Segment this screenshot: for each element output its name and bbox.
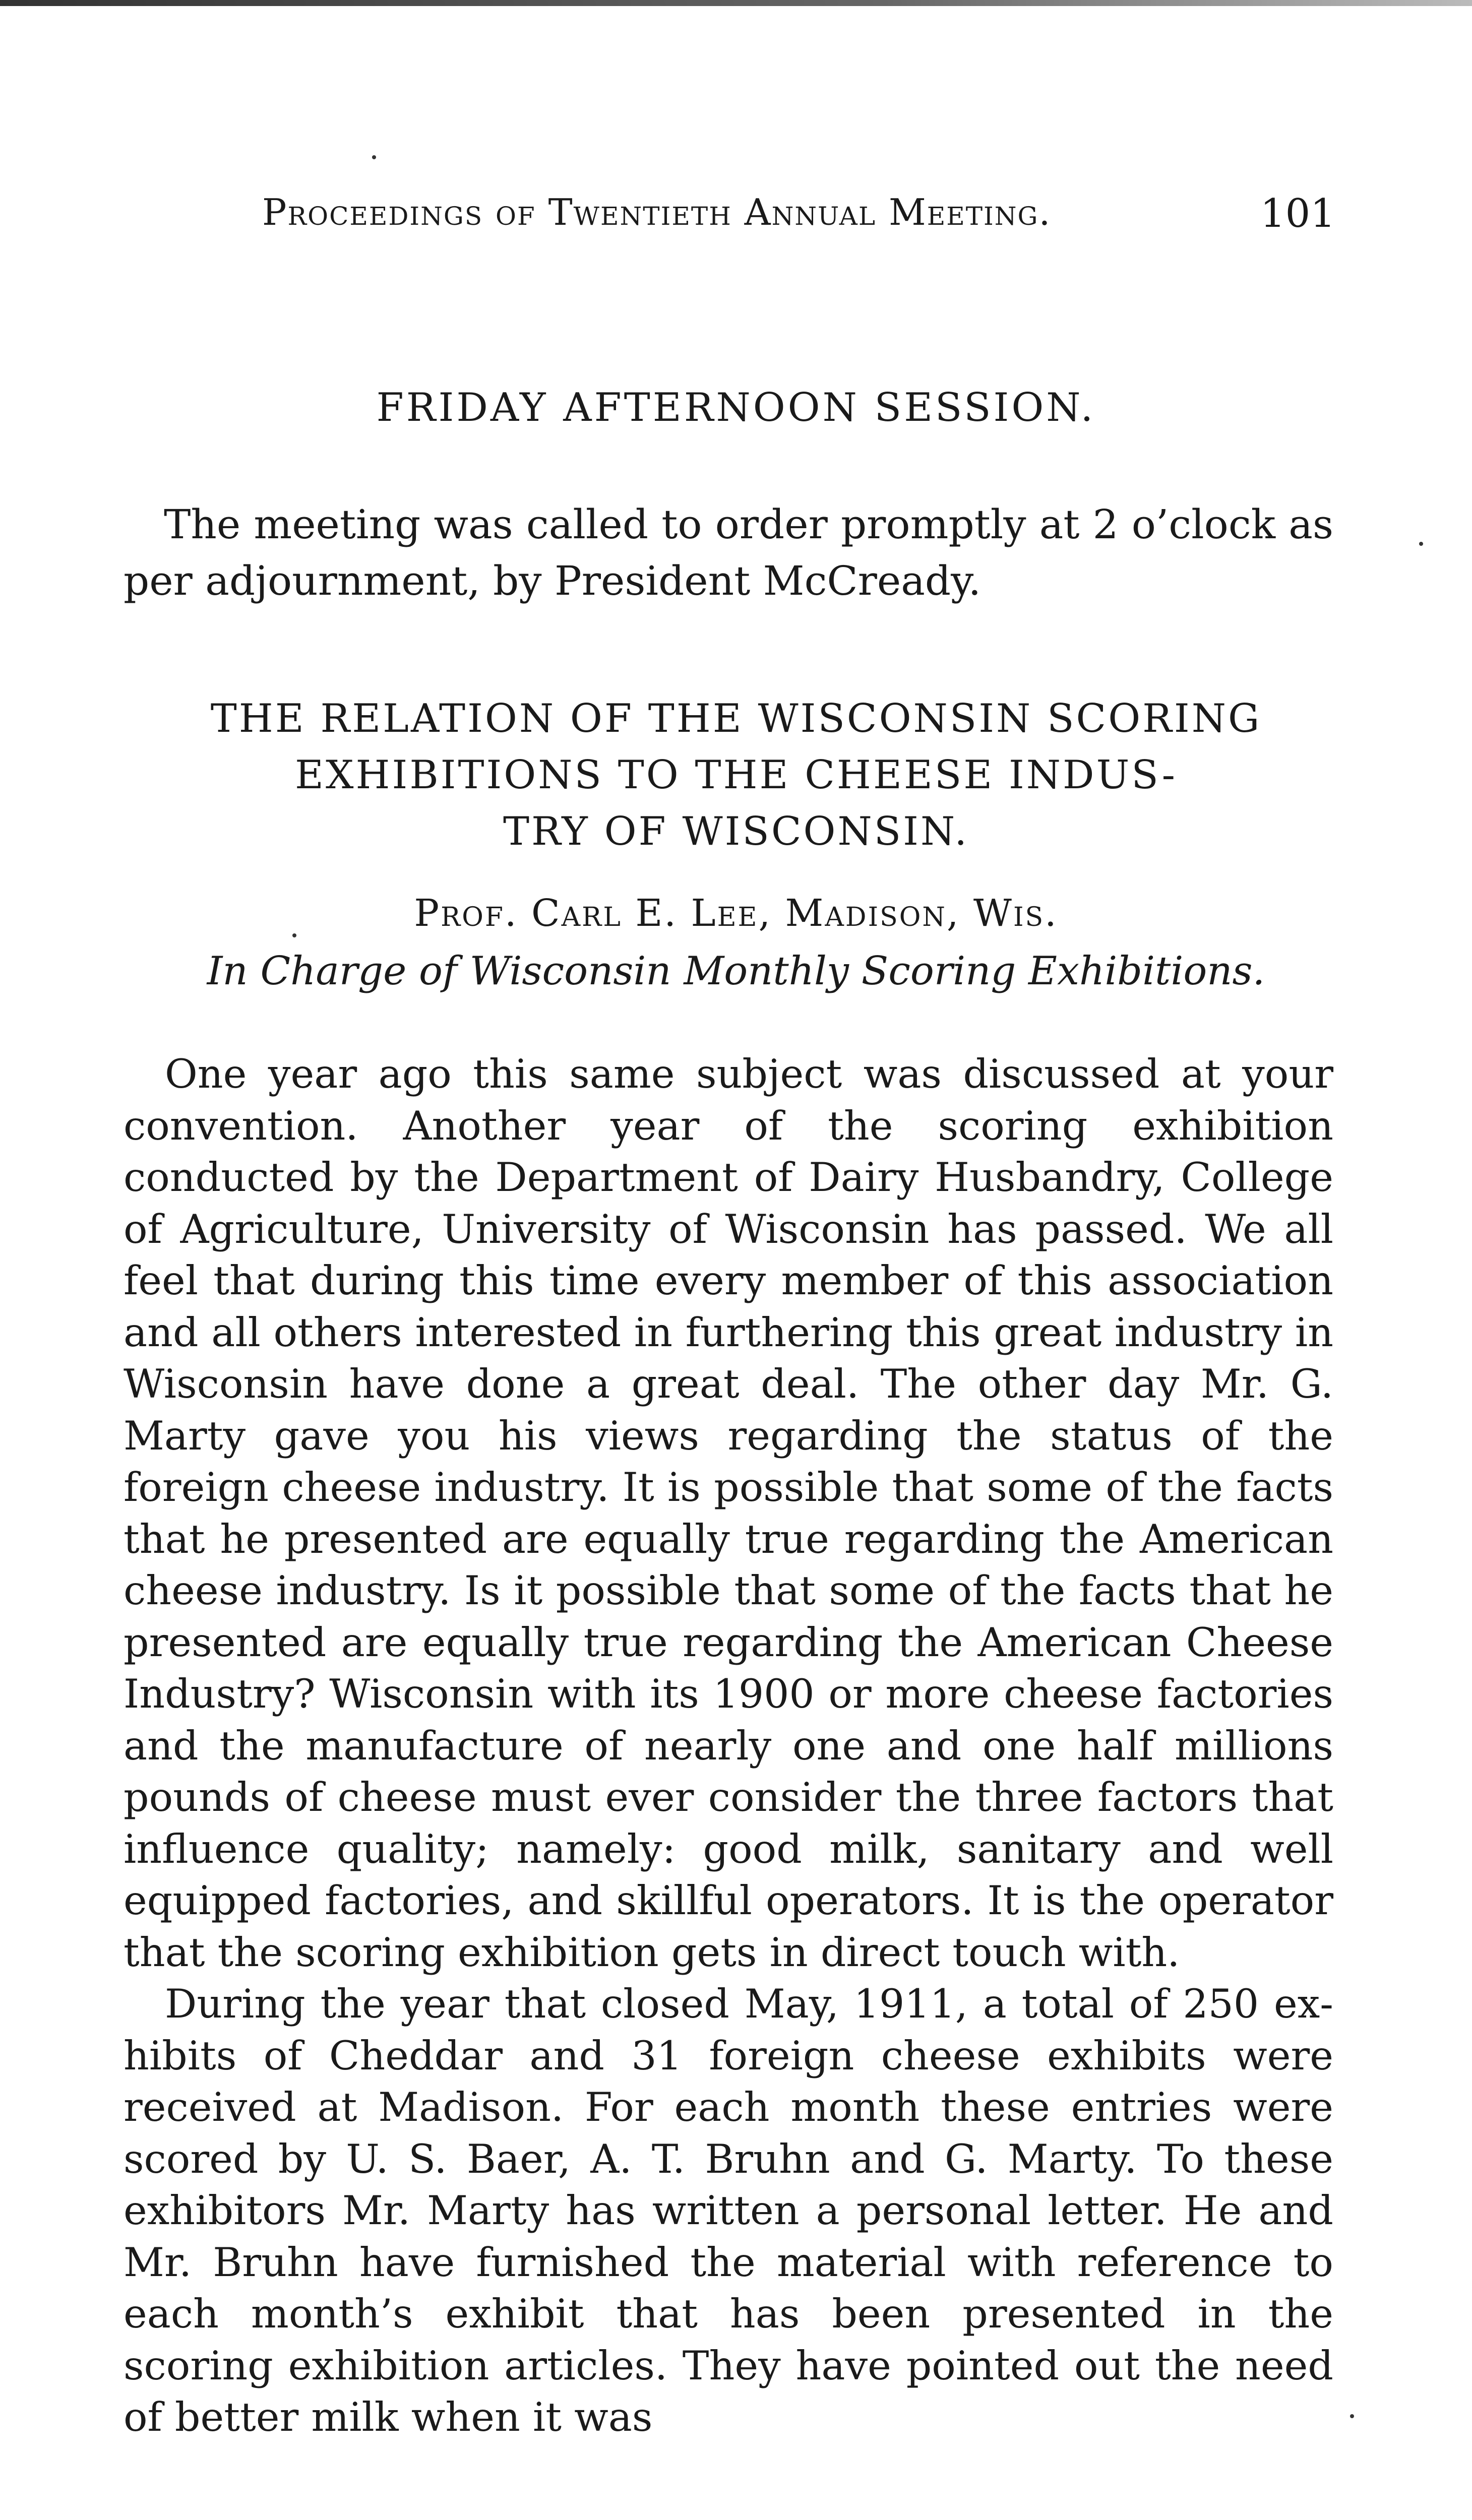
article-body xyxy=(124,1048,1333,2443)
running-head: Proceedings of Twentieth Annual Meeting. xyxy=(262,191,1052,233)
body-paragraph: One year ago this same subject was discussed at your convention. Another year of the scoring exhibition conducted by the Department of Dairy Husbandry, College of Agriculture, University of Wisconsin has passed. We all feel that during this time every member of this association and all others interested in furthering this great industry in Wisconsin have done a great deal. The other day Mr. G. Marty gave you his views regarding the status of the foreign cheese industry. It is possible that some of the facts that he presented are equally true regarding the American cheese industry. Is it possible that some of the facts that he presented are equally true regarding the American Cheese Industry? Wisconsin with its 1900 or more cheese factories and the manufacture of nearly one and one half millions pounds of cheese must ever consider the three factors that influence quality; namely: good milk, sanitary and well equipped factories, and skillful operators. It is the operator that the scoring exhibition gets in direct touch with. xyxy=(124,1051,1333,1976)
session-intro: The meeting was called to order promptly at 2 o’clock as per adjournment, by President McCready. xyxy=(124,501,1333,604)
article-title-line: EXHIBITIONS TO THE CHEESE INDUS- xyxy=(295,752,1177,798)
article-title-line: TRY OF WISCONSIN. xyxy=(503,809,969,854)
print-speck xyxy=(1350,2414,1354,2418)
top-edge-rule xyxy=(0,0,1472,6)
print-speck xyxy=(372,155,376,159)
article-title-line: THE RELATION OF THE WISCONSIN SCORING xyxy=(210,696,1262,741)
page-number: 101 xyxy=(1260,191,1335,236)
print-speck xyxy=(292,933,296,937)
print-speck xyxy=(1419,542,1423,546)
article-title xyxy=(111,690,1361,860)
body-paragraph: During the year that closed May, 1911, a total of 250 exhibits of Cheddar and 31 foreign cheese exhibits were received at Madison. For each month these entries were scored by U. S. Baer, A. T. Bruhn and G. Marty. To these exhibitors Mr. Marty has written a personal letter. He and Mr. Bruhn have furnished the material with reference to each month’s exhibit that has been presented in the scoring exhibition articles. They have pointed out the need of better milk when it was xyxy=(124,1981,1333,2440)
session-title: FRIDAY AFTERNOON SESSION. xyxy=(376,385,1096,430)
article-author-role: In Charge of Wisconsin Monthly Scoring Exhibitions. xyxy=(207,949,1265,994)
article-author: Prof. Carl E. Lee, Madison, Wis. xyxy=(414,892,1058,935)
